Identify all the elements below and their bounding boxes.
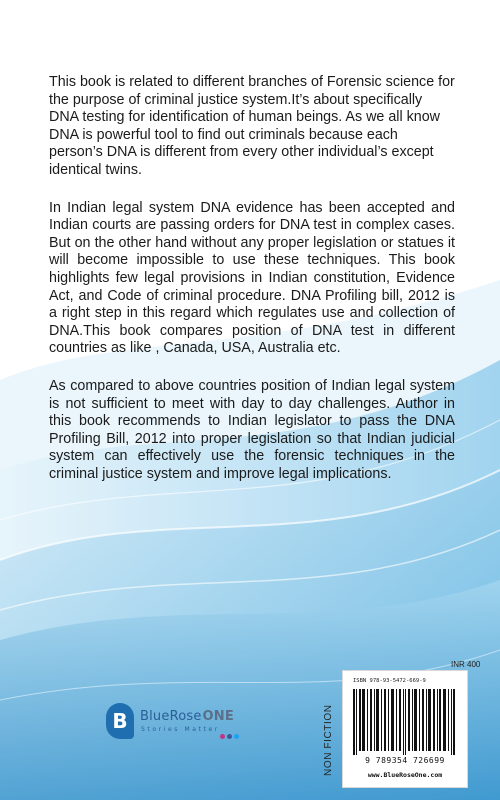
twitter-icon (234, 734, 239, 739)
publisher-logo (106, 703, 256, 749)
publisher-name-suffix: ONE (202, 709, 234, 724)
category-label: NON FICTION (323, 704, 334, 776)
isbn-text: ISBN 978-93-5472-669-9 (353, 678, 426, 684)
barcode-box (342, 670, 468, 788)
description-paragraph-2: In Indian legal system DNA evidence has been accepted and Indian courts are passing orders for DNA test in complex cases. But on the other hand without any proper legislation or statues it will become impossible to use these techniques. This book highlights few legal provisions in Indian constitution, Evidence Act, and Code of criminal procedure. DNA Profiling bill, 2012 is a right step in this regard which regulates use and collection of DNA.This book compares position of DNA test in different countries as like , Canada, USA, Australia etc. (49, 199, 455, 357)
instagram-icon (220, 734, 225, 739)
description-paragraph-1: This book is related to different branches of Forensic science for the purpose of criminal justice system.It’s about specifically DNA testing for identification of human beings. As we all know DNA is powerful tool to find out criminals because each person’s DNA is different from every other individual’s except identical twins. (49, 74, 455, 178)
publisher-name (140, 709, 234, 724)
barcode-graphic (349, 689, 461, 755)
description-paragraph-3: As compared to above countries position of Indian legal system is not sufficient to meet with day to day challenges. Author in this book recommends to Indian legislator to pass the DNA Profiling Bill, 2012 into proper legislation so that Indian judicial system can effectively use the forensic techniques in the criminal justice system and improve legal implications. (49, 377, 455, 482)
description-text (49, 74, 455, 503)
barcode-digits: 9 789354 726699 (365, 756, 445, 765)
publisher-name-main: BlueRose (140, 709, 202, 724)
social-icons (220, 734, 239, 739)
publisher-website: www.BlueRoseOne.com (367, 771, 443, 779)
publisher-badge-icon: B (106, 703, 134, 739)
publisher-tagline: Stories Matter (141, 726, 220, 733)
facebook-icon (227, 734, 232, 739)
price-label: INR 400 (451, 660, 481, 669)
